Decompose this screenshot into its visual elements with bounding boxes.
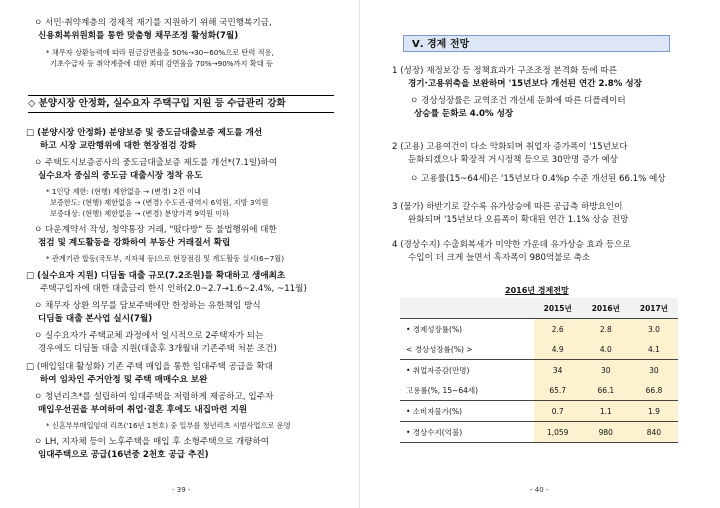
table-row <box>400 360 678 381</box>
right-text-line: 1 (성장) 재정보강 등 정책효과가 구조조정 본격화 등에 따른 <box>392 66 617 76</box>
table-cell: 1,059 <box>534 422 582 443</box>
right-text-line: 상승률 둔화로 4.0% 성장 <box>414 109 514 119</box>
page-number-left: - 39 - <box>172 486 191 494</box>
table-caption: 2016년 경제전망 <box>505 286 569 295</box>
table-row <box>400 319 678 340</box>
left-text-line: □ (매입임대 활성화) 기존 주택 매입을 통한 임대주택 공급을 확대 <box>26 362 273 372</box>
left-text-line: * 신혼부부매입임대 리츠('16년 1천호) 중 일부를 청년리츠 시범사업으로 운영 <box>46 421 291 430</box>
page-number-right: - 40 - <box>530 486 549 494</box>
left-text-line: □ (분양시장 안정화) 분양보증 및 중도금대출보증 제도를 개선 <box>26 128 263 138</box>
table-header-cell <box>400 298 534 319</box>
table-row <box>400 422 678 443</box>
left-text-line: 하고 시장 교란행위에 대한 현장점검 강화 <box>40 141 197 151</box>
table-row <box>400 339 678 360</box>
table-cell: 980 <box>582 422 630 443</box>
table-cell: 34 <box>534 360 582 381</box>
left-text-line: ㅇ 채무자 상환 의무를 담보주택에만 한정하는 유한책임 방식 <box>34 301 261 311</box>
table-cell: 30 <box>630 360 678 381</box>
table-row <box>400 380 678 401</box>
forecast-table <box>400 298 678 443</box>
table-row-label: 고용률(%, 15~64세) <box>406 385 479 395</box>
table-header-cell: 2016년 <box>582 298 630 319</box>
left-text-line: 보증한도: (현행) 제한없음 → (변경) 수도권·광역시 6억원, 지방 3억원 <box>50 198 269 207</box>
left-text-line: 경우에도 디딤돌 대출 지원(대출후 3개월내 기존주택 처분 조건) <box>38 344 277 354</box>
right-text-line: 둔화되겠으나 확장적 거시정책 등으로 30만명 증가 예상 <box>408 155 618 165</box>
left-text-line: 임대주택으로 공급(16년중 2천호 공급 추진) <box>38 450 209 460</box>
table-cell: 2.8 <box>582 319 630 340</box>
table-cell: 65.7 <box>534 380 582 401</box>
left-text-line: 디딤돌 대출 본사업 실시(7월) <box>38 314 153 324</box>
left-text-line: 매입우선권을 부여하여 취업·결혼 후에도 내집마련 지원 <box>38 405 248 415</box>
left-text-line: 점검 및 계도활동을 강화하여 부동산 거래질서 확립 <box>38 238 231 248</box>
left-text-line: ㅇ 주택도시보증공사의 중도금대출보증 제도를 개선*(7.1일)하여 <box>34 158 278 168</box>
left-text-line: ㅇ LH, 지자체 등이 노후주택을 매입 후 소형주택으로 개량하여 <box>34 437 270 447</box>
right-text-line: 3 (물가) 하반기로 갈수록 유가상승에 따른 공급측 하방요인이 <box>392 202 623 212</box>
left-text-line: 기초수급자 등 취약계층에 대한 최대 감면율을 70%→90%까지 확대 등 <box>50 59 273 68</box>
right-text-line: ㅇ 경상성장률은 교역조건 개선세 둔화에 따른 디플레이터 <box>410 96 626 106</box>
table-header-cell: 2017년 <box>630 298 678 319</box>
left-text-line: 실수요자 중심의 중도금 대출시장 정착 유도 <box>38 171 203 181</box>
table-cell: 2.6 <box>534 319 582 340</box>
left-text-line: ㅇ 서민·취약계층의 경제적 재기를 지원하기 위해 국민행복기금, <box>34 18 272 28</box>
right-text-line: 2 (고용) 고용여건이 다소 악화되며 취업자 증가폭이 '15년보다 <box>392 142 628 152</box>
table-row-label: < 경상성장률(%) > <box>406 344 473 354</box>
table-row-label: • 경상수지(억불) <box>400 422 534 443</box>
table-cell: 66.8 <box>630 380 678 401</box>
right-text-line: 수입이 더 크게 늘면서 흑자폭이 980억불로 축소 <box>408 253 591 263</box>
left-text-line: * 관계기관 합동(국토부, 지자체 등)으로 현장점검 및 계도활동 실시(6~7월) <box>46 254 285 263</box>
left-text-line: 하여 임차인 주거안정 및 주택 매매수요 보완 <box>40 375 208 385</box>
table-header-cell: 2015년 <box>534 298 582 319</box>
table-cell: 1.9 <box>630 401 678 422</box>
table-cell: 66.1 <box>582 380 630 401</box>
left-text-line: 보증대상: (현행) 제한없음 → (변경) 분양가격 9억원 이하 <box>50 209 230 218</box>
table-cell: 4.0 <box>582 339 630 360</box>
right-text-line: ㅇ 고용률(15~64세)은 '15년보다 0.4%p 수준 개선된 66.1% 예상 <box>410 174 666 184</box>
right-text-line: 경기·고용위축을 보완하며 '15년보다 개선된 연간 2.8% 성장 <box>408 79 642 89</box>
left-text-line: 신용회복위원회를 통한 맞춤형 채무조정 활성화(7월) <box>38 31 239 41</box>
table-cell: 3.0 <box>630 319 678 340</box>
table-cell: 4.1 <box>630 339 678 360</box>
right-text-line: 완화되며 '15년보다 오름폭이 확대된 연간 1.1% 상승 전망 <box>408 215 629 225</box>
left-text-line: * 채무자 상환능력에 따라 원금감면율을 50%→30~60%으로 탄력 적용, <box>46 48 274 57</box>
table-cell: 30 <box>582 360 630 381</box>
table-cell: 0.7 <box>534 401 582 422</box>
section-title-bar: ◇ 분양시장 안정화, 실수요자 주택구입 지원 등 수급관리 강화 <box>28 95 334 113</box>
left-text-line: □ (실수요자 지원) 디딤돌 대출 규모(7.2조원)를 확대하고 생애최초 <box>26 271 286 281</box>
left-text-line: * 1인당 제한: (현행) 제한없음 → (변경) 2건 이내 <box>46 187 201 196</box>
table-row-label: • 소비자물가(%) <box>400 401 534 422</box>
table-row-label: • 경제성장률(%) <box>406 324 463 334</box>
table-cell: 4.9 <box>534 339 582 360</box>
left-text-line: ㅇ 청년리츠*를 설립하여 임대주택을 저렴하게 제공하고, 입주자 <box>34 392 274 402</box>
table-cell: 1.1 <box>582 401 630 422</box>
left-text-line: 주택구입자에 대한 대출금리 한시 인하(2.0~2.7→1.6~2.4%, ~11월) <box>40 284 307 294</box>
left-text-line: ㅇ 다운계약서 작성, 청약통장 거래, "떴다방" 등 불법행위에 대한 <box>34 225 277 235</box>
left-text-line: ㅇ 실수요자가 주택교체 과정에서 일시적으로 2주택자가 되는 <box>34 331 264 341</box>
right-text-line: 4 (경상수지) 수출회복세가 미약한 가운데 유가상승 효과 등으로 <box>392 240 631 250</box>
table-row-label: • 취업자증감(만명) <box>400 360 534 381</box>
table-cell: 840 <box>630 422 678 443</box>
table-row <box>400 401 678 422</box>
chapter-title: Ⅴ. 경제 전망 <box>403 35 670 52</box>
